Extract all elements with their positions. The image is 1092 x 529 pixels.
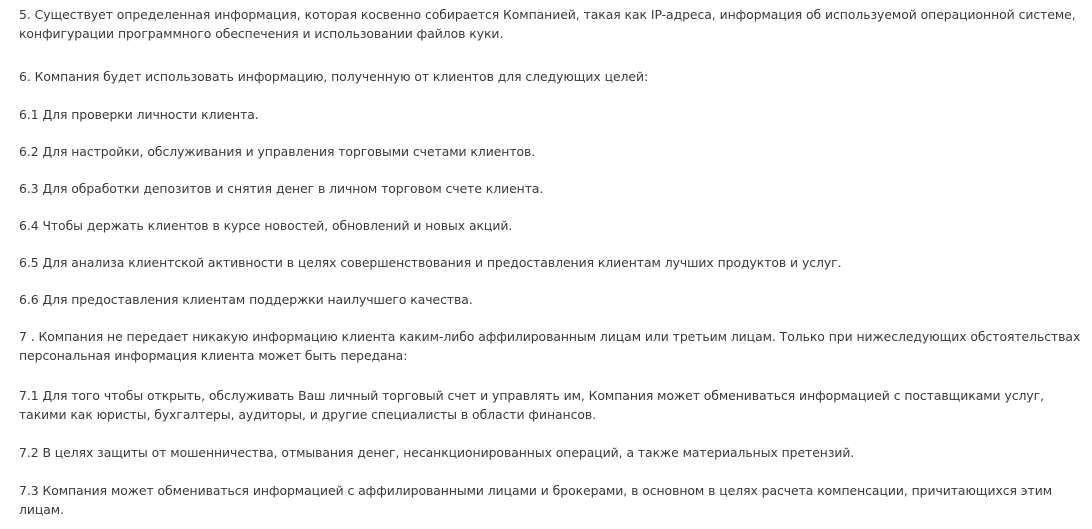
paragraph-6-3: 6.3 Для обработки депозитов и снятия денег в личном торговом счете клиента. [19, 181, 544, 196]
paragraph-6-6: 6.6 Для предоставления клиентам поддержки наилучшего качества. [19, 292, 473, 307]
paragraph-7: 7 . Компания не передает никакую информацию клиента каким-либо аффилированным лицам или третьим лицам. Только при нижеследующих обстоятельствах персональная информация клиента может быть передана: [19, 329, 1081, 363]
paragraph-6: 6. Компания будет использовать информацию, полученную от клиентов для следующих целей: [19, 69, 649, 84]
paragraph-7-2: 7.2 В целях защиты от мошенничества, отмывания денег, несанкционированных операций, а также материальных претензий. [19, 445, 855, 460]
paragraph-5: 5. Существует определенная информация, которая косвенно собирается Компанией, такая как IP-адреса, информация об используемой операционной системе, конфигурации программного обеспечения и использовании файлов куки. [19, 7, 1076, 41]
paragraph-7-3: 7.3 Компания может обмениваться информацией с аффилированными лицами и брокерами, в основном в целях расчета компенсации, причитающихся этим лицам. [19, 483, 1053, 517]
paragraph-6-5: 6.5 Для анализа клиентской активности в целях совершенствования и предоставления клиентам лучших продуктов и услуг. [19, 255, 842, 270]
paragraph-6-1: 6.1 Для проверки личности клиента. [19, 107, 259, 122]
paragraph-6-4: 6.4 Чтобы держать клиентов в курсе новостей, обновлений и новых акций. [19, 218, 513, 233]
paragraph-6-2: 6.2 Для настройки, обслуживания и управления торговыми счетами клиентов. [19, 144, 536, 159]
paragraph-7-1: 7.1 Для того чтобы открыть, обслуживать Ваш личный торговый счет и управлять им, Компания может обмениваться информацией с поставщиками услуг, такими как юристы, бухгалтеры, аудиторы, и другие специалисты в области финансов. [19, 388, 1044, 422]
